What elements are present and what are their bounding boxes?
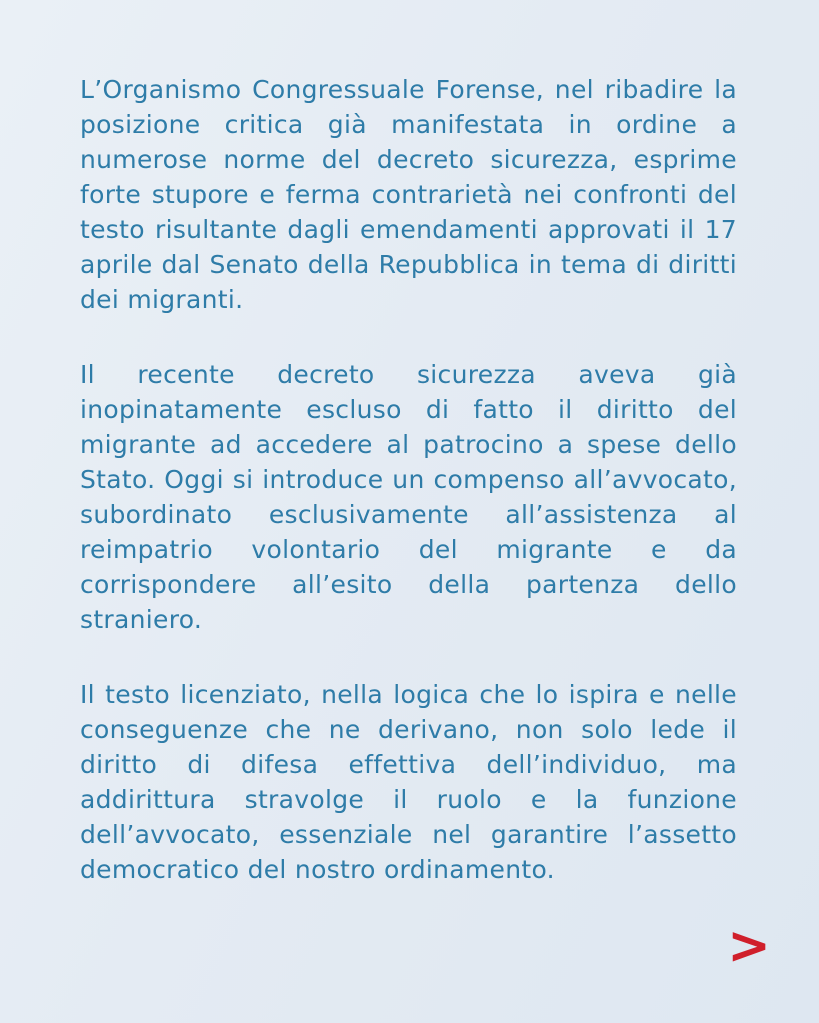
body-text [80, 72, 737, 927]
paragraph-3: Il testo licenziato, nella logica che lo ispira e nelle conseguenze che ne derivano, non solo lede il diritto di difesa effettiva dell’individuo, ma addirittura stravolge il ruolo e la funzione dell’avvocato, essenziale nel garantire l’assetto democratico del nostro ordinamento. [80, 680, 737, 884]
paragraph-2: Il recente decreto sicurezza aveva già inopinatamente escluso di fatto il diritto del migrante ad accedere al patrocino a spese dello Stato. Oggi si introduce un compenso all’avvocato, subordinato esclusivamente all’assistenza al reimpatrio volontario del migrante e da corrispondere all’esito della partenza dello straniero. [80, 360, 737, 634]
chevron-right-icon: > [727, 916, 771, 976]
paragraph-1: L’Organismo Congressuale Forense, nel ribadire la posizione critica già manifestata in ordine a numerose norme del decreto sicurezza, esprime forte stupore e ferma contrarietà nei confronti del testo risultante dagli emendamenti approvati il 17 aprile dal Senato della Repubblica in tema di diritti dei migranti. [80, 75, 737, 314]
next-arrow[interactable] [727, 917, 771, 975]
